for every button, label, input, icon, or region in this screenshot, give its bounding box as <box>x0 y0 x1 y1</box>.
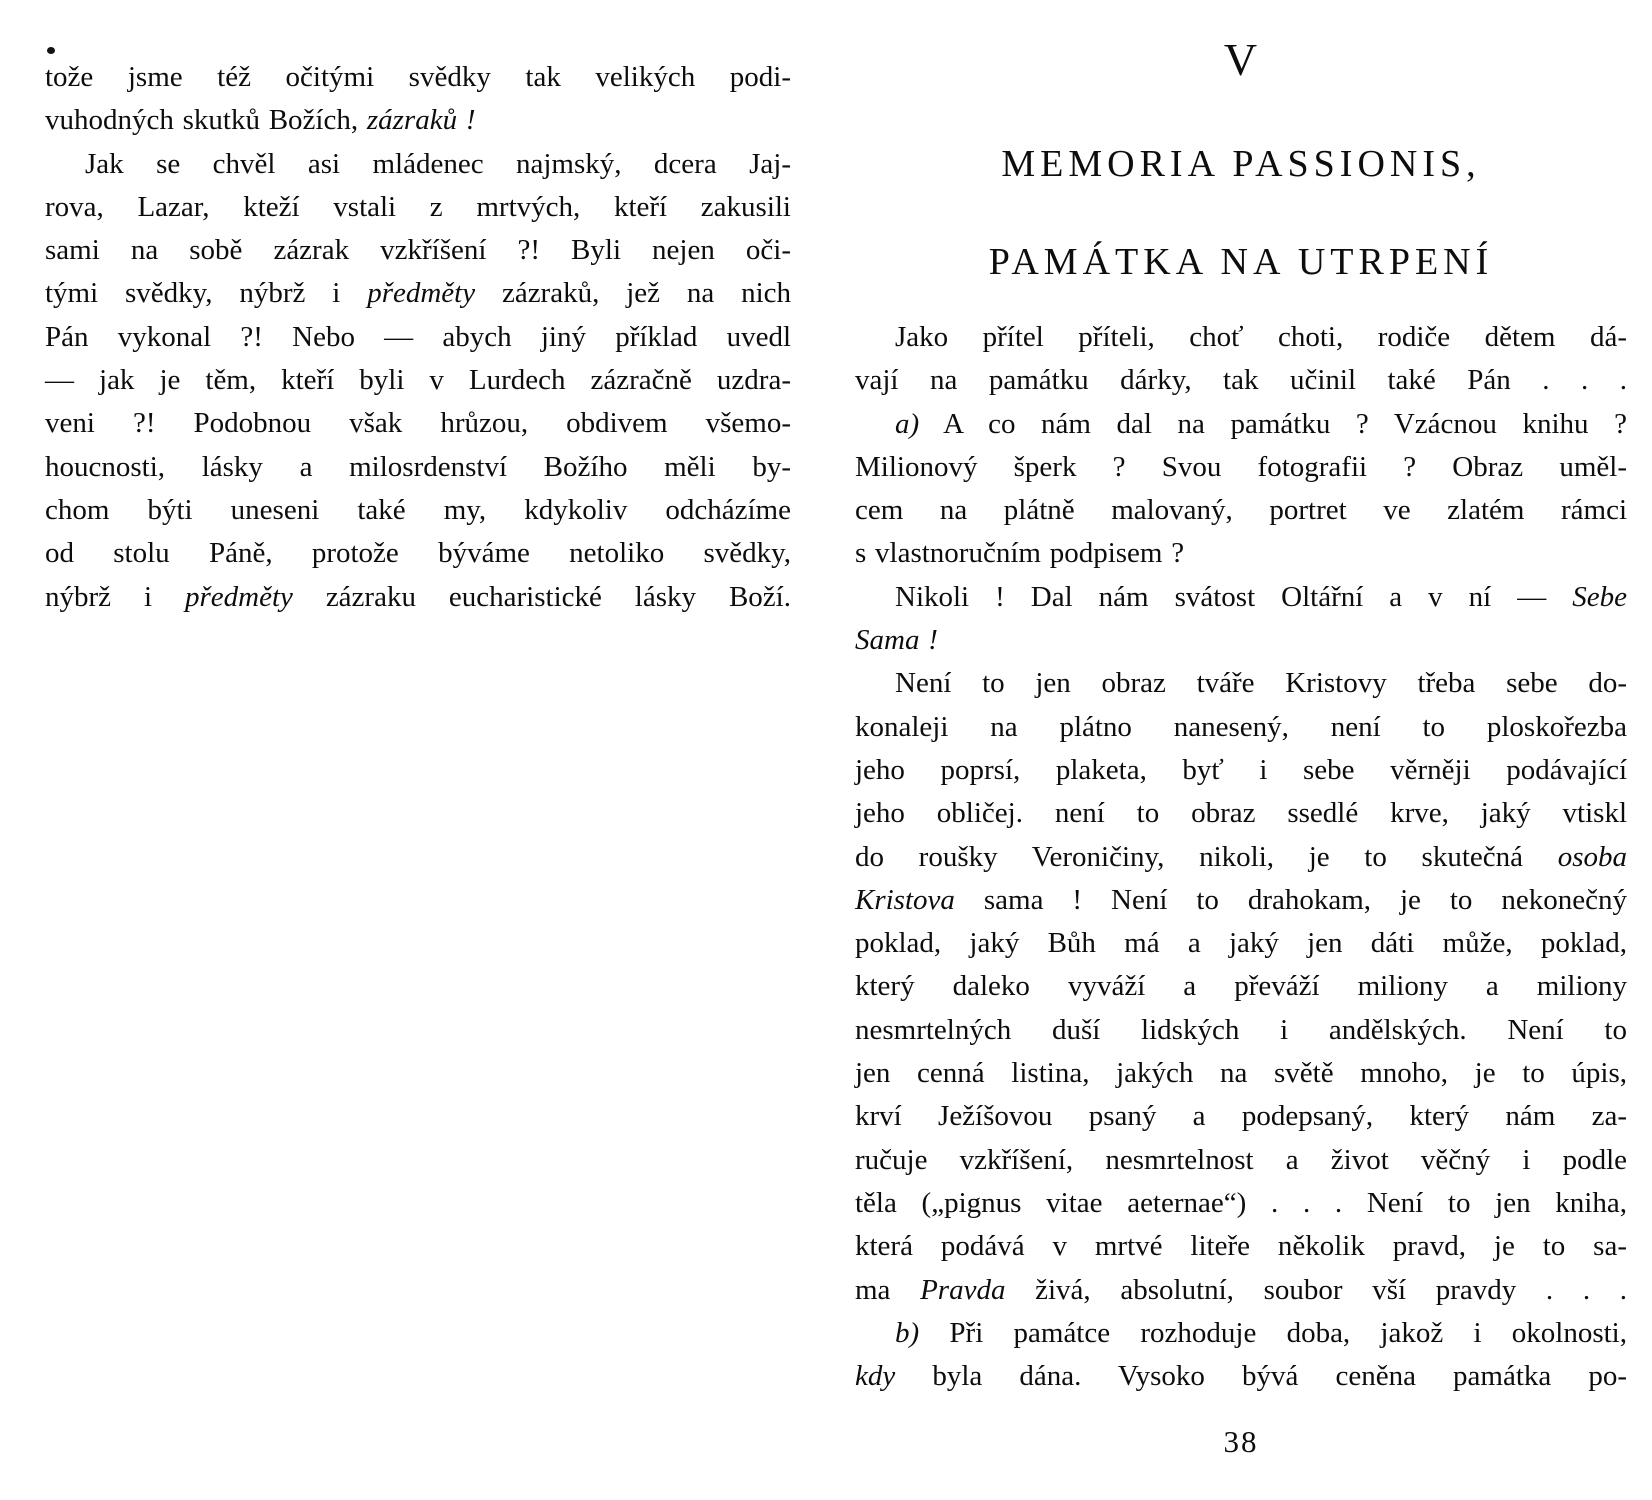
paragraph <box>855 316 1627 403</box>
chapter-title <box>855 136 1627 290</box>
text-line: do roušky Veroničiny, nikoli, je to skutečná osoba <box>855 840 1627 873</box>
chapter-title-line1: MEMORIA PASSIONIS, <box>1001 143 1481 185</box>
text-line: Není to jen obraz tváře Kristovy třeba sebe do- <box>895 667 1627 700</box>
text-line: ma Pravda živá, absolutní, soubor vší pravdy . . . <box>855 1273 1627 1306</box>
right-column <box>855 30 1627 1398</box>
text-line: b) Při památce rozhoduje doba, jakož i okolnosti, <box>895 1316 1627 1349</box>
paragraph <box>855 576 1627 663</box>
text-line: sami na sobě zázrak vzkříšení ?! Byli nejen oči- <box>45 234 791 267</box>
text-line: který daleko vyváží a převáží miliony a miliony <box>855 970 1627 1003</box>
text-line: vuhodných skutků Božích, zázraků ! <box>45 104 476 137</box>
right-column-text <box>855 316 1627 1398</box>
text-line: jen cenná listina, jakých na světě mnoho, je to úpis, <box>855 1057 1627 1090</box>
text-line: houcnosti, lásky a milosrdenství Božího měli by- <box>45 450 791 483</box>
text-line: veni ?! Podobnou však hrůzou, obdivem všemo- <box>45 407 791 440</box>
paragraph <box>45 56 791 143</box>
paragraph <box>855 662 1627 1311</box>
text-line: Milionový šperk ? Svou fotografii ? Obraz uměl- <box>855 450 1627 483</box>
text-line: Nikoli ! Dal nám svátost Oltářní a v ní — Sebe <box>895 580 1627 613</box>
paragraph <box>855 1312 1627 1399</box>
text-line: rova, Lazar, kteží vstali z mrtvých, kteří zakusili <box>45 190 791 223</box>
ink-dot-mark <box>47 47 55 54</box>
text-line: ručuje vzkříšení, nesmrtelnost a život věčný i podle <box>855 1143 1627 1176</box>
text-line: nesmrtelných duší lidských i andělských. Není to <box>855 1013 1627 1046</box>
text-line: chom býti uneseni také my, kdykoliv odcházíme <box>45 493 791 526</box>
left-column <box>45 56 791 619</box>
text-line: Pán vykonal ?! Nebo — abych jiný příklad uvedl <box>45 320 791 353</box>
text-line: Kristova sama ! Není to drahokam, je to nekonečný <box>855 883 1627 916</box>
text-line: od stolu Páně, protože býváme netoliko svědky, <box>45 537 791 570</box>
text-line: tými svědky, nýbrž i předměty zázraků, jež na nich <box>45 277 791 310</box>
text-line: jeho poprsí, plaketa, byť i sebe věrněji podávající <box>855 753 1627 786</box>
left-column-text <box>45 56 791 619</box>
text-line: Jako přítel příteli, choť choti, rodiče dětem dá- <box>895 321 1627 353</box>
text-line: tože jsme též očitými svědky tak velikých podi- <box>45 61 791 93</box>
text-line: konaleji na plátno nanesený, není to ploskořezba <box>855 710 1627 743</box>
text-line: vají na památku dárky, tak učinil také Pán . . . <box>855 364 1627 397</box>
text-line: kdy byla dána. Vysoko bývá ceněna památka po- <box>855 1360 1627 1393</box>
text-line: Jak se chvěl asi mládenec najmský, dcera Jaj- <box>85 147 791 180</box>
text-line: těla („pignus vitae aeternae“) . . . Není to jen kniha, <box>855 1186 1627 1219</box>
text-line: nýbrž i předměty zázraku eucharistické lásky Boží. <box>45 580 791 613</box>
page-number: 38 <box>1223 1424 1259 1459</box>
text-line: s vlastnoručním podpisem ? <box>855 537 1185 570</box>
text-line: — jak je těm, kteří byli v Lurdech zázračně uzdra- <box>45 364 791 397</box>
paragraph <box>855 403 1627 576</box>
chapter-number: V <box>1223 34 1259 85</box>
text-line: která podává v mrtvé liteře několik pravd, je to sa- <box>855 1230 1627 1263</box>
text-line: Sama ! <box>855 624 938 657</box>
paragraph <box>45 143 791 619</box>
text-line: krví Ježíšovou psaný a podepsaný, který nám za- <box>855 1100 1627 1133</box>
text-line: a) A co nám dal na památku ? Vzácnou knihu ? <box>895 407 1627 440</box>
text-line: cem na plátně malovaný, portret ve zlatém rámci <box>855 494 1627 527</box>
text-line: jeho obličej. není to obraz ssedlé krve, jaký vtiskl <box>855 797 1627 830</box>
text-line: poklad, jaký Bůh má a jaký jen dáti může, poklad, <box>855 927 1627 960</box>
chapter-title-line2: PAMÁTKA NA UTRPENÍ <box>988 241 1494 283</box>
